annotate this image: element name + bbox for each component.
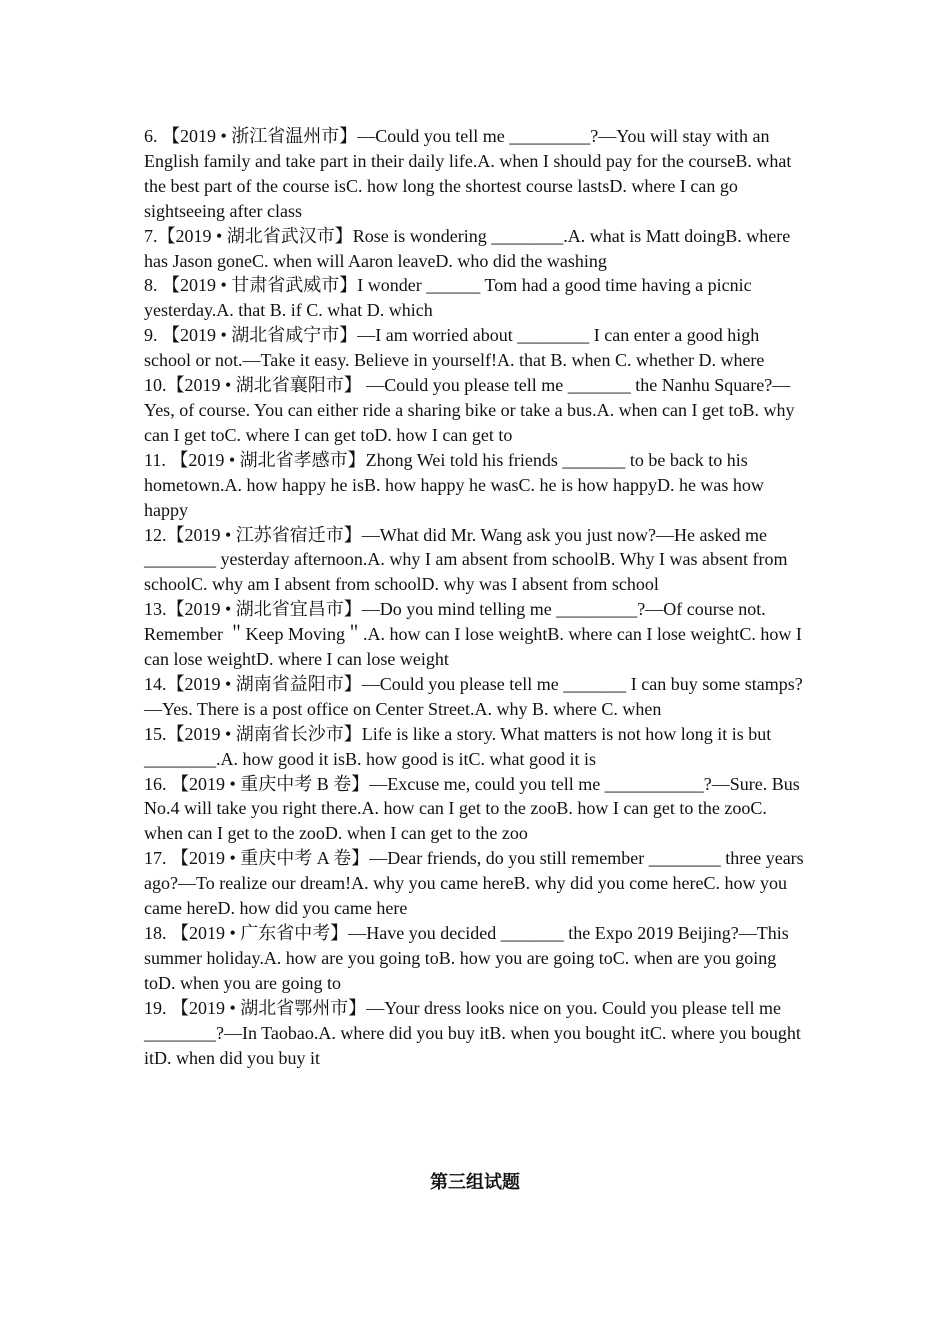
question-list [144,124,810,1070]
question-15: 15.【2019 • 湖南省长沙市】Life is like a story. What matters is not how long it is but ________.A. how good it isB. how good is itC. what good it is [144,723,772,769]
question-11: 11. 【2019 • 湖北省孝感市】Zhong Wei told his friends _______ to be back to his hometown.A. how happy he isB. how happy he wasC. he is how happyD. he was how happy [144,449,764,520]
question-17: 17. 【2019 • 重庆中考 A 卷】—Dear friends, do you still remember ________ three years ago?—To realize our dream!A. why you came hereB. why did you come hereC. how you came hereD. how did you came here [144,848,804,919]
question-18: 18. 【2019 • 广东省中考】—Have you decided _______ the Expo 2019 Beijing?—This summer holiday.A. how are you going toB. how you are going toC. when are you going toD. when you are going to [144,923,789,993]
section-title: 第三组试题 [430,1172,520,1193]
question-10: 10.【2019 • 湖北省襄阳市】 —Could you please tell me _______ the Nanhu Square?—Yes, of course. You can either ride a sharing bike or take a bus.A. when can I get toB. why can I get toC. where I can get toD. how I can get to [144,375,795,445]
question-14: 14.【2019 • 湖南省益阳市】—Could you please tell me _______ I can buy some stamps?—Yes. There is a post office on Center Street.A. why B. where C. when [144,673,803,719]
question-12: 12.【2019 • 江苏省宿迁市】—What did Mr. Wang ask you just now?—He asked me ________ yesterday afternoon.A. why I am absent from schoolB. Why I was absent from schoolC. why am I absent from schoolD. why was I absent from school [144,524,788,595]
question-19: 19. 【2019 • 湖北省鄂州市】—Your dress looks nice on you. Could you please tell me ________?—In Taobao.A. where did you buy itB. when you bought itC. where you bought itD. when did you buy it [144,997,801,1068]
question-13: 13.【2019 • 湖北省宜昌市】—Do you mind telling me _________?—Of course not. Remember ＂Keep Moving＂.A. how can I lose weightB. where can I lose weightC. how I can lose weightD. where I can lose weight [144,599,802,670]
question-7: 7.【2019 • 湖北省武汉市】Rose is wondering ________.A. what is Matt doingB. where has Jason goneC. when will Aaron leaveD. who did the washing [144,225,791,271]
question-16: 16. 【2019 • 重庆中考 B 卷】—Excuse me, could you tell me ___________?—Sure. Bus No.4 will take you right there.A. how can I get to the zooB. how I can get to the zooC. when can I get to the zooD. when I can get to the zoo [144,773,800,844]
question-6: 6. 【2019 • 浙江省温州市】—Could you tell me _________?—You will stay with an English family and take part in their daily life.A. when I should pay for the courseB. what the best part of the course isC. how long the shortest course lastsD. where I can go sightseeing after class [144,126,792,221]
question-9: 9. 【2019 • 湖北省咸宁市】—I am worried about ________ I can enter a good high school or not.—Take it easy. Believe in yourself!A. that B. when C. whether D. where [144,325,765,371]
question-8: 8. 【2019 • 甘肃省武威市】I wonder ______ Tom had a good time having a picnic yesterday.A. that B. if C. what D. which [144,275,752,321]
